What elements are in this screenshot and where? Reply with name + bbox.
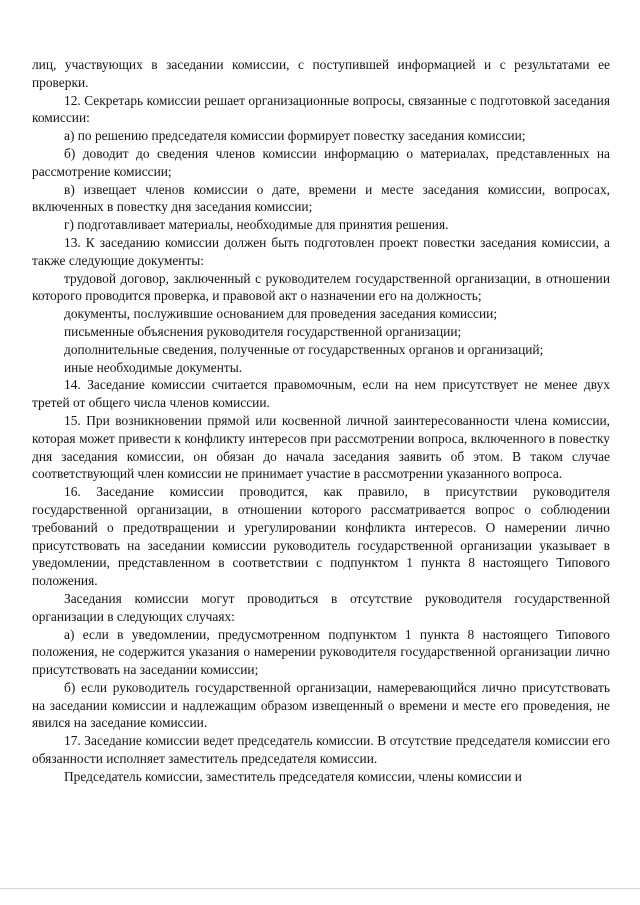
paragraph: дополнительные сведения, полученные от государственных органов и организаций; [64, 341, 544, 357]
paragraph: а) по решению председателя комиссии формирует повестку заседания комиссии; [64, 128, 526, 144]
document-body [32, 56, 610, 786]
paragraph: 16. Заседание комиссии проводится, как правило, в присутствии руководителя государственной организации, в отношении которого рассматривается вопрос о соблюдении требований о предотвращении и урегулировании конфликта интересов. О намерении лично присутствовать на заседании комиссии руководитель государственной организации указывает в уведомлении, представленном в соответствии с подпунктом 1 пункта 8 настоящего Типового положения. [32, 484, 610, 589]
paragraph: трудовой договор, заключенный с руководителем государственной организации, в отношении которого проводится проверка, и правовой акт о назначении его на должность; [32, 270, 610, 304]
paragraph: 13. К заседанию комиссии должен быть подготовлен проект повестки заседания комиссии, а также следующие документы: [32, 234, 610, 268]
paragraph: г) подготавливает материалы, необходимые для принятия решения. [64, 217, 449, 233]
paragraph: 17. Заседание комиссии ведет председатель комиссии. В отсутствие председателя комиссии его обязанности исполняет заместитель председателя комиссии. [32, 733, 610, 767]
paragraph: б) если руководитель государственной организации, намеревающийся лично присутствовать на заседании комиссии и надлежащим образом извещенный о времени и месте его проведения, не явился на заседание комиссии. [32, 679, 610, 731]
paragraph: письменные объяснения руководителя государственной организации; [64, 323, 462, 339]
paragraph: Председатель комиссии, заместитель председателя комиссии, члены комиссии и [64, 768, 522, 784]
paragraph: б) доводит до сведения членов комиссии информацию о материалах, представленных на рассмотрение комиссии; [32, 145, 610, 179]
paragraph: в) извещает членов комиссии о дате, времени и месте заседания комиссии, вопросах, включенных в повестку дня заседания комиссии; [32, 181, 610, 215]
paragraph: иные необходимые документы. [64, 359, 243, 375]
paragraph: 14. Заседание комиссии считается правомочным, если на нем присутствует не менее двух третей от общего числа членов комиссии. [32, 377, 610, 411]
paragraph: документы, послужившие основанием для проведения заседания комиссии; [64, 306, 498, 322]
paragraph: 15. При возникновении прямой или косвенной личной заинтересованности члена комиссии, которая может привести к конфликту интересов при рассмотрении вопроса, включенного в повестку дня заседания комиссии, он обязан до начала заседания заявить об этом. В таком случае соответствующий член комиссии не принимает участие в рассмотрении указанного вопроса. [32, 412, 610, 482]
paragraph: лиц, участвующих в заседании комиссии, с поступившей информацией и с результатами ее проверки. [32, 57, 610, 90]
page-bottom-edge [0, 888, 640, 889]
paragraph: 12. Секретарь комиссии решает организационные вопросы, связанные с подготовкой заседания комиссии: [32, 92, 610, 126]
paragraph: Заседания комиссии могут проводиться в отсутствие руководителя государственной организации в следующих случаях: [32, 590, 610, 624]
paragraph: а) если в уведомлении, предусмотренном подпунктом 1 пункта 8 настоящего Типового положения, не содержится указания о намерении руководителя государственной организации лично присутствовать на заседании комиссии; [32, 626, 610, 678]
